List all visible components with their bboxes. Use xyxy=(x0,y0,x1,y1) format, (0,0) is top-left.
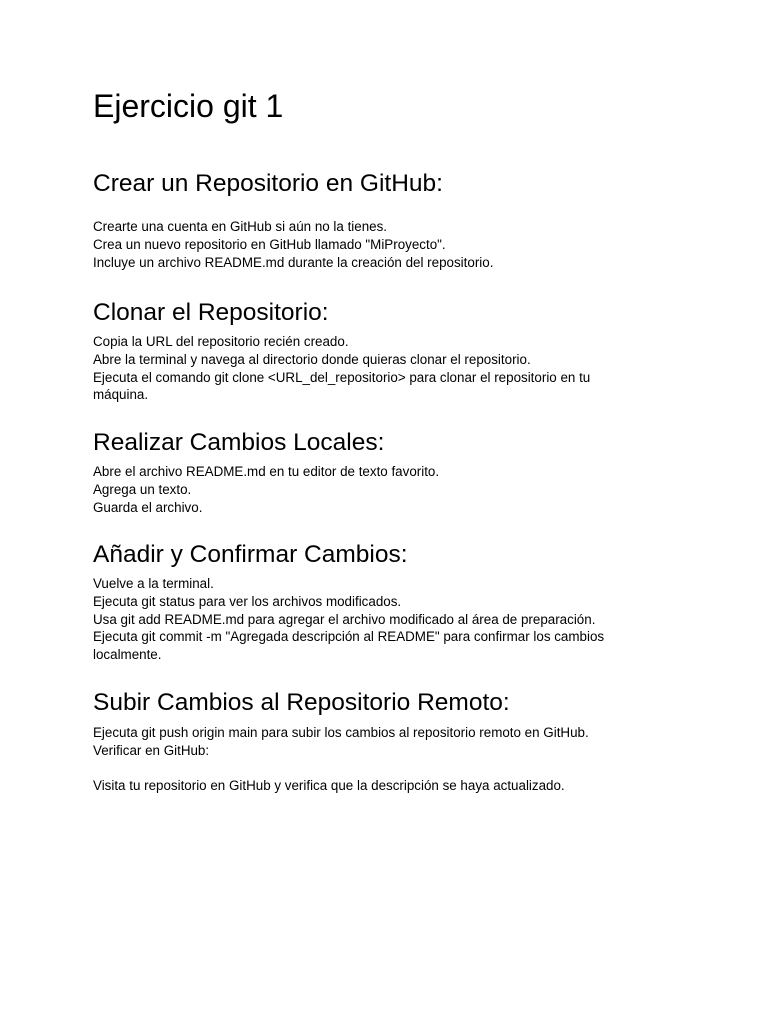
section-clonar-repositorio xyxy=(93,298,693,404)
section-heading: Añadir y Confirmar Cambios: xyxy=(93,541,408,568)
section-subir-cambios xyxy=(93,688,693,795)
section-heading: Clonar el Repositorio: xyxy=(93,299,329,326)
section-line: Copia la URL del repositorio recién creado. xyxy=(93,334,349,349)
section-line: Ejecuta git push origin main para subir los cambios al repositorio remoto en GitHub. xyxy=(93,725,589,740)
section-line: Agrega un texto. xyxy=(93,481,192,497)
section-line: Visita tu repositorio en GitHub y verifica que la descripción se haya actualizado. xyxy=(93,778,565,794)
section-line: Verificar en GitHub: xyxy=(93,742,210,758)
section-line: Ejecuta git status para ver los archivos modificados. xyxy=(93,593,402,609)
section-line: Vuelve a la terminal. xyxy=(93,576,214,591)
document-title: Ejercicio git 1 xyxy=(93,88,284,124)
section-line: Ejecuta el comando git clone <URL_del_repositorio> para clonar el repositorio en tu xyxy=(93,369,591,385)
section-line: máquina. xyxy=(93,387,149,403)
section-confirmar-cambios xyxy=(93,540,693,664)
section-body xyxy=(93,333,693,404)
section-body xyxy=(93,463,693,516)
section-body xyxy=(93,575,693,664)
section-line: Usa git add README.md para agregar el archivo modificado al área de preparación. xyxy=(93,611,596,627)
section-line: localmente. xyxy=(93,647,162,663)
section-crear-repositorio xyxy=(93,169,693,271)
section-body xyxy=(93,218,693,271)
section-line xyxy=(93,760,693,778)
section-heading: Subir Cambios al Repositorio Remoto: xyxy=(93,689,510,716)
section-body xyxy=(93,724,693,795)
section-line: Abre el archivo README.md en tu editor de texto favorito. xyxy=(93,464,440,479)
section-line: Crea un nuevo repositorio en GitHub llamado "MiProyecto". xyxy=(93,236,446,252)
section-line: Crearte una cuenta en GitHub si aún no la tienes. xyxy=(93,219,388,234)
section-line: Ejecuta git commit -m "Agregada descripción al README" para confirmar los cambios xyxy=(93,629,605,645)
section-heading: Realizar Cambios Locales: xyxy=(93,429,385,456)
section-line: Abre la terminal y navega al directorio donde quieras clonar el repositorio. xyxy=(93,351,531,367)
section-line: Guarda el archivo. xyxy=(93,499,203,515)
section-heading: Crear un Repositorio en GitHub: xyxy=(93,170,443,197)
section-line: Incluye un archivo README.md durante la creación del repositorio. xyxy=(93,254,494,270)
section-cambios-locales xyxy=(93,428,693,516)
